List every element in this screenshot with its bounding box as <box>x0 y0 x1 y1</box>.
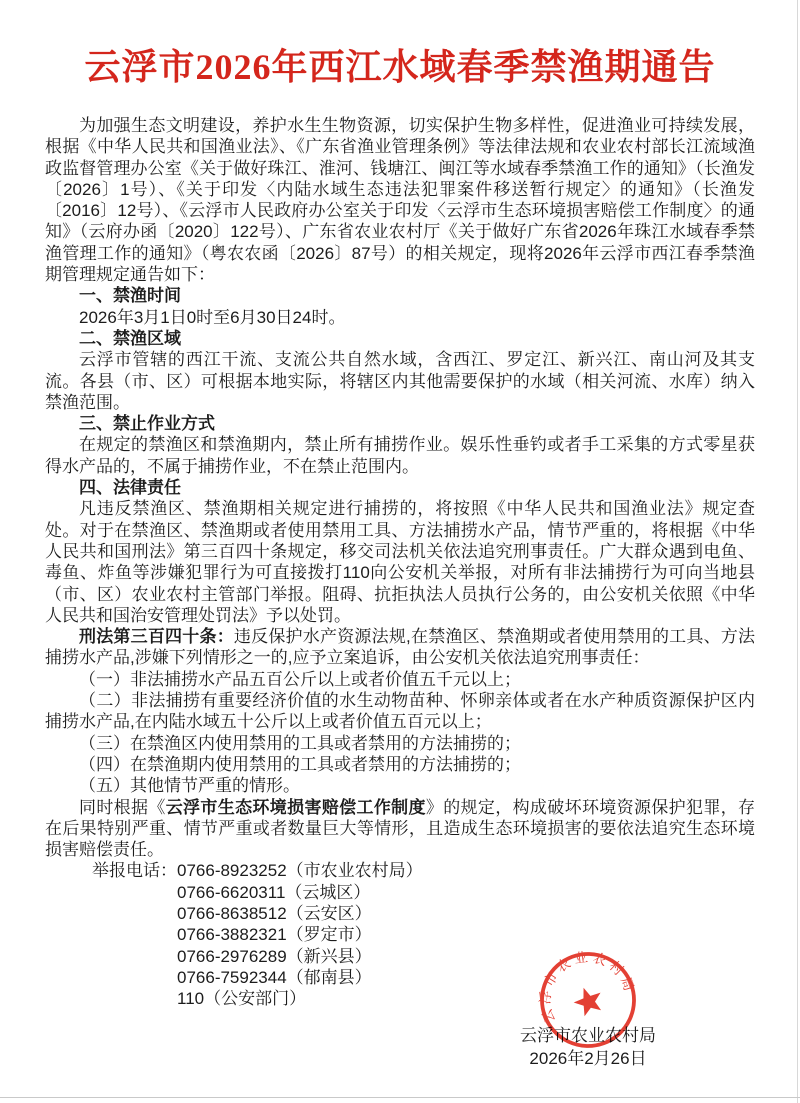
section-body-4: 凡违反禁渔区、禁渔期相关规定进行捕捞的，将按照《中华人民共和国渔业法》规定查处。对于在禁渔区、禁渔期或者使用禁用工具、方法捕捞水产品，情节严重的，将根据《中华人民共和国刑法》第三百四十条规定，移交司法机关依法追究刑事责任。广大群众遇到电鱼、毒鱼、炸鱼等涉嫌犯罪行为可直接拨打110向公安机关举报，对所有非法捕捞行为可向当地县（市、区）农业农村主管部门举报。阻碍、抗拒执法人员执行公务的，由公安机关依照《中华人民共和国治安管理处罚法》予以处罚。 <box>45 499 755 625</box>
hotline-row <box>92 988 755 1009</box>
hotline-number: 0766-2976289（新兴县） <box>177 946 372 966</box>
liability-text-before: 同时根据《 <box>79 797 166 817</box>
hotline-row <box>92 946 755 967</box>
signature-block <box>493 1025 683 1070</box>
criminal-law-text: 违反保护水产资源法规,在禁渔区、禁渔期或者使用禁用的工具、方法捕捞水产品,涉嫌下列情形之一的,应予立案追诉，由公安机关依法追究刑事责任： <box>45 627 756 668</box>
liability-text-after: 》的规定，构成破坏环境资源保护犯罪，存在后果特别严重、情节严重或者数量巨大等情形，且造成生态环境损害的要依法追究生态环境损害赔偿责任。 <box>45 797 756 860</box>
hotline-block <box>92 860 755 1009</box>
hotline-row <box>92 924 755 945</box>
section-body-3: 在规定的禁渔区和禁渔期内，禁止所有捕捞作业。娱乐性垂钓或者手工采集的方式零星获得水产品的，不属于捕捞作业，不在禁止范围内。 <box>45 435 755 476</box>
hotline-label: 举报电话： <box>92 861 177 881</box>
criminal-law-item-5: （五）其他情节严重的情形。 <box>79 776 300 796</box>
hotline-row <box>92 903 755 924</box>
section-heading-3: 三、禁止作业方式 <box>79 414 215 434</box>
criminal-law-item-4: （四）在禁渔期内使用禁用的工具或者禁用的方法捕捞的； <box>79 754 521 774</box>
hotline-number: 0766-7592344（郁南县） <box>177 967 372 987</box>
liability-regulation-title: 云浮市生态环境损害赔偿工作制度 <box>165 797 426 817</box>
hotline-number: 110（公安部门） <box>177 989 307 1009</box>
criminal-law-item-3: （三）在禁渔区内使用禁用的工具或者禁用的方法捕捞的； <box>79 733 521 753</box>
hotline-number: 0766-6620311（云城区） <box>177 882 371 902</box>
section-body-1: 2026年3月1日0时至6月30日24时。 <box>79 307 346 327</box>
criminal-law-lead: 刑法第三百四十条： <box>79 627 234 647</box>
signature-agency: 云浮市农业农村局 <box>520 1026 656 1046</box>
section-heading-1: 一、禁渔时间 <box>79 286 181 306</box>
hotline-row <box>92 860 755 881</box>
signature-date: 2026年2月26日 <box>529 1048 647 1068</box>
seal-text: 云浮市农业农村局 <box>537 949 638 1026</box>
section-body-2: 云浮市管辖的西江干流、支流公共自然水域，含西江、罗定江、新兴江、南山河及其支流。各县（市、区）可根据本地实际，将辖区内其他需要保护的水域（相关河流、水库）纳入禁渔范围。 <box>45 350 755 412</box>
liability-paragraph <box>45 797 755 861</box>
hotline-row <box>92 882 755 903</box>
hotline-row <box>92 967 755 988</box>
intro-paragraph: 为加强生态文明建设，养护水生生物资源，切实保护生物多样性，促进渔业可持续发展，根据《中华人民共和国渔业法》、《广东省渔业管理条例》等法律法规和农业农村部长江流域渔政监督管理办公室《关于做好珠江、淮河、钱塘江、闽江等水域春季禁渔工作的通知》（长渔发〔2026〕1号）、《关于印发〈内陆水域生态违法犯罪案件移送暂行规定〉的通知》（长渔发〔2016〕12号）、《云浮市人民政府办公室关于印发〈云浮市生态环境损害赔偿工作制度〉的通知》（云府办函〔2020〕122号）、广东省农业农村厅《关于做好广东省2026年珠江水域春季禁渔管理工作的通知》（粤农农函〔2026〕87号）的相关规定，现将2026年云浮市西江春季禁渔期管理规定通告如下： <box>45 116 755 285</box>
page-edge-bottom <box>0 1097 800 1098</box>
section-heading-4: 四、法律责任 <box>79 478 181 498</box>
notice-title: 云浮市2026年西江水域春季禁渔期通告 <box>84 47 716 87</box>
criminal-law-item-1: （一）非法捕捞水产品五百公斤以上或者价值五千元以上； <box>79 669 521 689</box>
page-edge-right <box>797 0 798 1103</box>
hotline-number: 0766-8923252（市农业农村局） <box>177 861 423 881</box>
criminal-law-paragraph <box>45 626 755 669</box>
hotline-number: 0766-3882321（罗定市） <box>177 925 372 945</box>
criminal-law-item-2: （二）非法捕捞有重要经济价值的水生动物苗种、怀卵亲体或者在水产种质资源保护区内捕捞水产品,在内陆水域五十公斤以上或者价值五百元以上； <box>45 691 755 732</box>
notice-body <box>45 115 755 1070</box>
section-heading-2: 二、禁渔区域 <box>79 328 181 348</box>
hotline-number: 0766-8638512（云安区） <box>177 903 372 923</box>
